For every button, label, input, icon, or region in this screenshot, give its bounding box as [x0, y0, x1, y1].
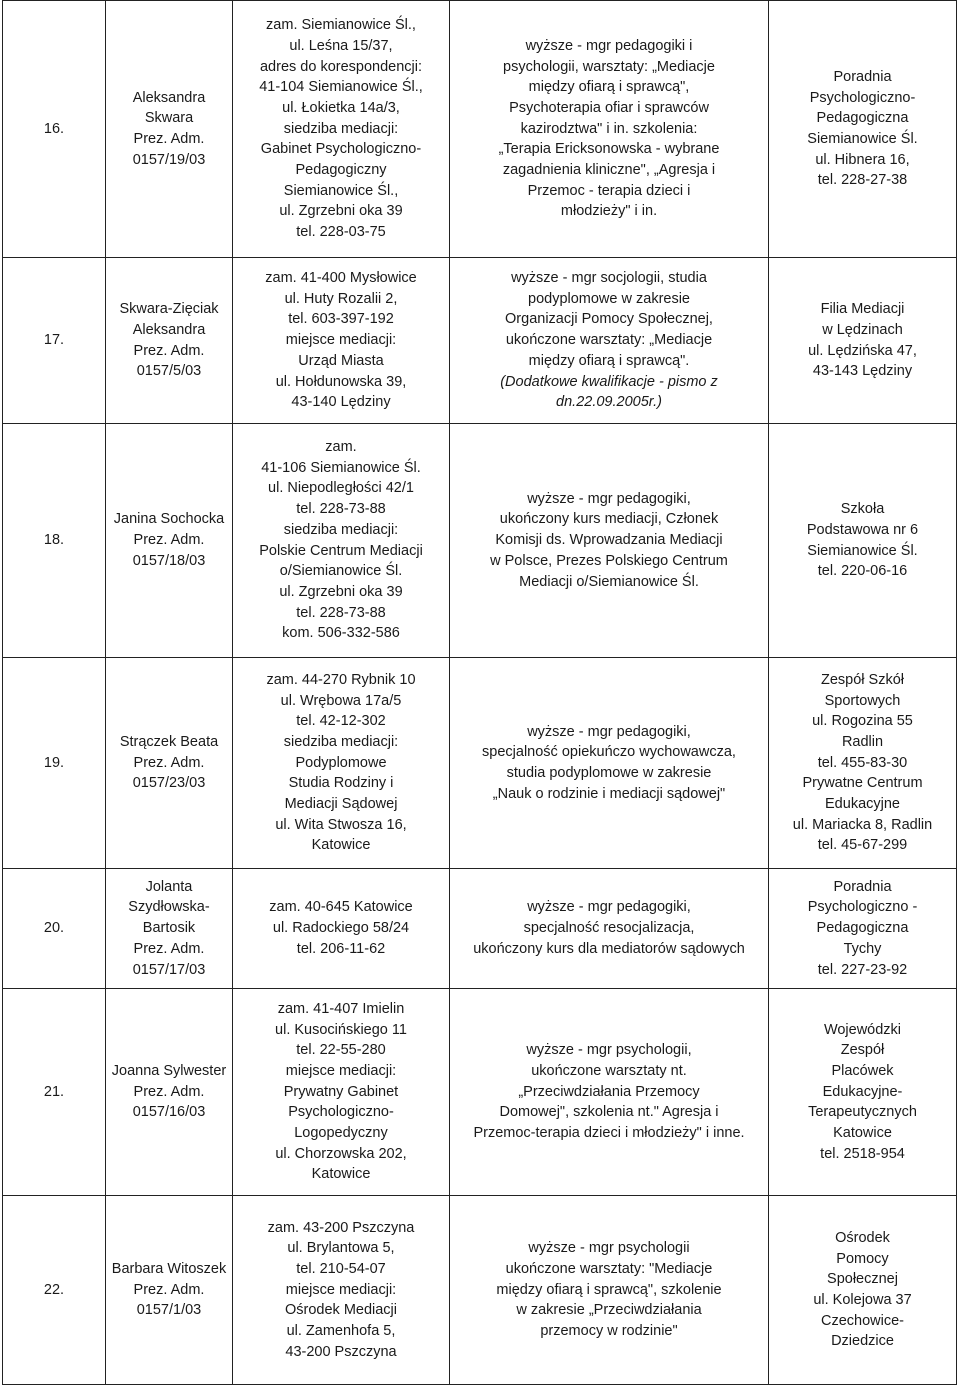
mediator-institution-line: Siemianowice Śl.: [807, 131, 918, 147]
table-row: [3, 658, 957, 869]
mediator-institution-line: Poradnia: [833, 878, 892, 895]
table-row: [3, 424, 957, 658]
table-row: [3, 1, 957, 258]
mediator-education-line: Domowej", szkolenia nt." Agresja i: [499, 1104, 719, 1121]
mediator-address-line: miejsce mediacji:: [285, 1281, 397, 1298]
mediator-institution-line: Terapeutycznych: [808, 1104, 917, 1121]
mediator-institution-line: Podstawowa nr 6: [806, 521, 919, 538]
mediator-address-line: tel. 206-11-62: [296, 940, 386, 957]
mediator-institution-line: Czechowice-: [821, 1312, 904, 1329]
mediator-institution-line: tel. 220-06-16: [817, 563, 908, 580]
table-row: [3, 258, 957, 424]
mediator-address-line: tel. 22-55-280: [296, 1042, 386, 1059]
mediator-education-line: między ofiarą i sprawcą".: [528, 352, 690, 369]
mediator-address-line: ul. Zgrzebni oka 39: [279, 203, 403, 220]
table-row: [3, 989, 957, 1196]
mediator-address-line: ul. Leśna 15/37,: [289, 37, 393, 54]
mediator-institution-line: Poradnia: [833, 68, 892, 85]
mediator-name: [106, 989, 233, 1196]
mediator-institution: [769, 424, 957, 658]
mediator-address-line: ul. Brylantowa 5,: [287, 1240, 395, 1257]
mediator-institution-line: Prywatne Centrum: [802, 775, 923, 792]
mediator-address-line: Studia Rodziny i: [288, 775, 394, 792]
mediator-address-line: ul. Zgrzebni oka 39: [279, 583, 403, 600]
row-number: 16.: [3, 1, 106, 258]
mediator-institution: [769, 658, 957, 869]
mediator-address-line: Katowice: [311, 837, 371, 854]
mediator-name: [106, 1, 233, 258]
mediator-name-line: Aleksandra: [132, 89, 206, 106]
mediator-institution-line: Ośrodek: [835, 1229, 890, 1246]
mediator-education-line: psychologii, warsztaty: „Mediacje: [503, 58, 715, 75]
mediator-education-line: studia podyplomowe w zakresie: [506, 765, 712, 781]
mediator-address-line: 43-140 Lędziny: [291, 394, 391, 411]
mediator-address-line: Podyplomowe: [295, 754, 387, 771]
mediator-institution-line: ul. Kolejowa 37: [813, 1292, 912, 1308]
mediator-name-line: Prez. Adm.: [133, 1083, 205, 1100]
mediator-address-line: tel. 210-54-07: [296, 1260, 386, 1277]
mediator-name-line: 0157/19/03: [132, 151, 206, 168]
mediator-name-line: Szydłowska-: [128, 899, 210, 916]
mediator-name-line: Aleksandra: [132, 321, 206, 338]
mediator-address-line: Siemianowice Śl.,: [283, 182, 399, 199]
mediator-institution-line: Edukacyjne-: [822, 1083, 903, 1100]
mediator-name-line: Prez. Adm.: [133, 131, 205, 147]
mediator-institution-line: Psychologiczno-: [809, 89, 916, 106]
mediator-address-line: ul. Radockiego 58/24: [272, 920, 410, 937]
mediator-address-line: ul. Hołdunowska 39,: [275, 373, 407, 390]
mediator-education-line: wyższe - mgr psychologii: [528, 1240, 690, 1257]
row-number: 22.: [3, 1196, 106, 1385]
mediator-address-line: 41-106 Siemianowice Śl.: [261, 459, 421, 476]
row-number: 18.: [3, 424, 106, 658]
mediator-name-line: 0157/17/03: [132, 961, 206, 978]
mediator-education: [450, 658, 769, 869]
row-number: 21.: [3, 989, 106, 1196]
mediator-institution-line: Szkoła: [840, 501, 885, 518]
mediator-name-line: Janina Sochocka: [113, 511, 225, 528]
mediator-education-line: ukończony kurs mediacji, Członek: [499, 511, 719, 528]
mediator-address-line: zam. 40-645 Katowice: [269, 899, 413, 916]
mediator-address: [233, 658, 450, 869]
mediator-institution-line: Filia Mediacji: [820, 301, 905, 318]
mediator-education: [450, 424, 769, 658]
mediator-institution: [769, 869, 957, 989]
mediator-institution-line: 43-143 Lędziny: [812, 363, 913, 380]
mediator-institution: [769, 1, 957, 258]
mediator-institution-line: Pomocy: [836, 1250, 889, 1267]
mediator-address-line: tel. 42-12-302: [296, 713, 386, 730]
mediator-institution-line: tel. 455-83-30: [817, 754, 908, 771]
mediator-name-line: Prez. Adm.: [133, 342, 205, 359]
mediator-education-line: wyższe - mgr pedagogiki i: [525, 37, 693, 54]
mediator-education-line: podyplomowe w zakresie: [528, 290, 690, 307]
row-number: 17.: [3, 258, 106, 424]
mediator-address-line: tel. 228-73-88: [296, 501, 386, 518]
mediator-education-line: Psychoterapia ofiar i sprawców: [509, 99, 709, 116]
mediator-institution-line: Pedagogiczna: [816, 110, 909, 127]
mediator-education-line: ukończone warsztaty: „Mediacje: [505, 332, 713, 349]
mediator-address-line: Prywatny Gabinet: [283, 1083, 399, 1100]
mediator-address-line: 43-200 Pszczyna: [285, 1343, 397, 1360]
mediator-address: [233, 424, 450, 658]
mediator-name-line: 0157/23/03: [132, 775, 206, 792]
mediator-name: [106, 658, 233, 869]
mediator-address: [233, 1, 450, 258]
mediator-name-line: Prez. Adm.: [133, 1281, 205, 1298]
mediators-table: [2, 0, 957, 1385]
mediator-address-line: siedziba mediacji:: [283, 521, 399, 538]
mediator-address-line: ul. Łokietka 14a/3,: [282, 99, 400, 116]
mediator-education-line: „Przeciwdziałania Przemocy: [518, 1083, 700, 1100]
mediator-institution-line: Społecznej: [827, 1271, 898, 1288]
mediator-name: [106, 1196, 233, 1385]
mediator-address-line: adres do korespondencji:: [259, 58, 423, 75]
mediator-address-line: Mediacji Sądowej: [284, 796, 398, 813]
mediator-institution-line: Tychy: [843, 940, 882, 957]
mediator-institution-line: Siemianowice Śl.: [807, 542, 918, 559]
mediator-address-line: Gabinet Psychologiczno-: [260, 141, 422, 158]
mediator-address-line: Urząd Miasta: [298, 352, 384, 369]
mediator-address-line: zam. Siemianowice Śl.,: [266, 17, 416, 34]
mediator-institution: [769, 989, 957, 1196]
mediator-institution-line: Katowice: [833, 1125, 892, 1142]
mediator-education-note-line: dn.22.09.2005r.): [556, 394, 662, 411]
mediator-education-line: „Terapia Ericksonowska - wybrane: [498, 141, 720, 158]
mediator-name-line: 0157/1/03: [136, 1302, 202, 1319]
mediator-address-line: Pedagogiczny: [295, 162, 387, 179]
mediator-address-line: zam. 44-270 Rybnik 10: [266, 671, 416, 688]
mediator-name-line: Barbara Witoszek: [111, 1260, 227, 1277]
mediator-education-line: ukończone warsztaty nt.: [531, 1062, 687, 1079]
mediator-address-line: siedziba mediacji:: [283, 120, 399, 137]
mediator-education: [450, 1196, 769, 1385]
mediator-education-note-line: (Dodatkowe kwalifikacje - pismo z: [500, 373, 718, 390]
mediator-name: [106, 424, 233, 658]
mediator-education: [450, 989, 769, 1196]
mediator-name-line: Skwara: [144, 110, 194, 127]
mediator-institution-line: Psychologiczno -: [807, 899, 918, 916]
mediator-name: [106, 869, 233, 989]
mediator-institution-line: Placówek: [831, 1062, 894, 1079]
mediator-institution-line: tel. 2518-954: [820, 1145, 905, 1162]
mediator-institution-line: ul. Rogozina 55: [812, 713, 913, 730]
mediator-address-line: ul. Zamenhofa 5,: [286, 1323, 396, 1340]
mediator-name-line: Bartosik: [142, 920, 196, 937]
mediator-address-line: Psychologiczno-: [288, 1104, 394, 1121]
mediator-institution-line: ul. Mariacka 8, Radlin: [792, 816, 933, 833]
mediator-education: [450, 869, 769, 989]
mediator-name-line: Jolanta: [145, 878, 193, 895]
mediator-institution: [769, 1196, 957, 1385]
mediator-address-line: tel. 228-03-75: [296, 224, 386, 241]
mediator-institution-line: ul. Hibnera 16,: [815, 151, 910, 168]
mediator-address-line: ul. Wrębowa 17a/5: [280, 692, 402, 709]
mediator-address-line: tel. 603-397-192: [288, 311, 394, 328]
mediator-education-line: „Nauk o rodzinie i mediacji sądowej": [492, 785, 726, 802]
mediator-education-line: w zakresie „Przeciwdziałania: [516, 1302, 702, 1319]
table-row: [3, 869, 957, 989]
mediator-education-line: wyższe - mgr socjologii, studia: [511, 270, 707, 287]
mediator-address: [233, 1196, 450, 1385]
mediator-education: [450, 1, 769, 258]
mediator-name-line: Skwara-Zięciak: [119, 301, 219, 318]
mediator-education-line: Przemoc - terapia dzieci i: [527, 182, 691, 199]
mediator-institution-line: Zespół: [840, 1042, 885, 1059]
mediator-institution-line: Pedagogiczna: [816, 920, 909, 937]
mediator-education-line: wyższe - mgr pedagogiki,: [527, 899, 691, 916]
mediator-address-line: zam. 41-400 Mysłowice: [265, 270, 417, 287]
mediator-education-line: przemocy w rodzinie": [540, 1323, 678, 1340]
mediator-institution-line: Zespół Szkół: [820, 671, 904, 688]
mediator-name-line: 0157/18/03: [132, 552, 206, 569]
mediator-education-line: specjalność opiekuńczo wychowawcza,: [482, 744, 736, 761]
mediator-institution-line: Dziedzice: [831, 1333, 894, 1350]
mediator-address-line: miejsce mediacji:: [285, 332, 397, 349]
mediator-institution-line: tel. 227-23-92: [817, 961, 908, 978]
mediator-education-line: zagadnienia kliniczne", „Agresja i: [502, 162, 716, 179]
mediator-address-line: ul. Chorzowska 202,: [275, 1145, 407, 1162]
mediator-institution-line: ul. Lędzińska 47,: [808, 342, 917, 359]
mediator-institution-line: tel. 228-27-38: [817, 172, 908, 189]
mediator-education-line: w Polsce, Prezes Polskiego Centrum: [490, 552, 728, 569]
table-row: [3, 1196, 957, 1385]
mediator-education-line: ukończony kurs dla mediatorów sądowych: [473, 940, 745, 957]
mediator-education-line: kazirodztwa" i in. szkolenia:: [520, 120, 698, 137]
mediator-address-line: zam. 43-200 Pszczyna: [267, 1219, 415, 1236]
mediator-education-line: między ofiarą i sprawcą",: [528, 79, 690, 96]
mediator-address-line: Katowice: [311, 1166, 371, 1183]
mediator-name-line: Prez. Adm.: [133, 532, 205, 549]
mediator-address-line: tel. 228-73-88: [296, 604, 386, 621]
mediator-institution-line: Sportowych: [824, 692, 901, 709]
mediator-education-line: młodzieży" i in.: [560, 203, 658, 220]
mediator-education-line: wyższe - mgr psychologii,: [526, 1042, 692, 1059]
mediator-address-line: ul. Wita Stwosza 16,: [275, 816, 407, 833]
mediator-address-line: o/Siemianowice Śl.: [279, 563, 403, 580]
mediator-institution: [769, 258, 957, 424]
mediator-address: [233, 989, 450, 1196]
mediator-institution-line: tel. 45-67-299: [817, 837, 908, 854]
mediator-address-line: Polskie Centrum Mediacji: [259, 542, 423, 559]
mediator-address-line: ul. Kusocińskiego 11: [275, 1021, 407, 1038]
mediator-institution-line: Radlin: [841, 733, 884, 750]
mediator-education-line: Przemoc-terapia dzieci i młodzieży" i inne.: [473, 1125, 745, 1142]
mediator-name-line: Prez. Adm.: [133, 940, 205, 957]
mediator-name-line: Joanna Sylwester: [111, 1062, 227, 1079]
mediator-address: [233, 258, 450, 424]
mediator-education: [450, 258, 769, 424]
mediator-education-line: wyższe - mgr pedagogiki,: [527, 723, 691, 740]
mediator-address-line: miejsce mediacji:: [285, 1062, 397, 1079]
mediator-institution-line: Edukacyjne: [825, 796, 900, 813]
row-number: 19.: [3, 658, 106, 869]
mediator-institution-line: w Lędzinach: [822, 321, 903, 338]
mediator-education-line: Organizacji Pomocy Społecznej,: [505, 311, 713, 328]
mediator-address-line: siedziba mediacji:: [283, 733, 399, 750]
mediator-institution-line: Wojewódzki: [823, 1021, 902, 1038]
mediator-address-line: kom. 506-332-586: [282, 625, 400, 642]
mediator-name-line: Prez. Adm.: [133, 754, 205, 771]
mediators-table-body: [3, 1, 957, 1385]
mediator-address-line: zam. 41-407 Imielin: [277, 1000, 405, 1017]
mediator-name-line: 0157/16/03: [132, 1104, 206, 1121]
mediator-education-line: Mediacji o/Siemianowice Śl.: [519, 573, 699, 590]
mediator-address-line: Logopedyczny: [294, 1125, 388, 1142]
mediator-address: [233, 869, 450, 989]
mediator-address-line: ul. Niepodległości 42/1: [268, 480, 414, 497]
mediator-name-line: 0157/5/03: [136, 363, 202, 380]
mediator-education-line: ukończone warsztaty: "Mediacje: [505, 1260, 713, 1277]
mediator-education-line: Komisji ds. Wprowadzania Mediacji: [495, 532, 723, 549]
mediator-address-line: ul. Huty Rozalii 2,: [284, 290, 398, 307]
row-number: 20.: [3, 869, 106, 989]
mediator-address-line: zam.: [325, 438, 357, 455]
mediator-address-line: Ośrodek Mediacji: [284, 1302, 397, 1319]
mediator-name: [106, 258, 233, 424]
mediator-education-line: wyższe - mgr pedagogiki,: [527, 490, 691, 507]
mediator-education-line: specjalność resocjalizacja,: [523, 920, 695, 937]
mediator-name-line: Strączek Beata: [119, 733, 219, 750]
mediator-education-line: między ofiarą i sprawcą", szkolenie: [496, 1281, 722, 1298]
mediator-address-line: 41-104 Siemianowice Śl.,: [259, 79, 423, 96]
